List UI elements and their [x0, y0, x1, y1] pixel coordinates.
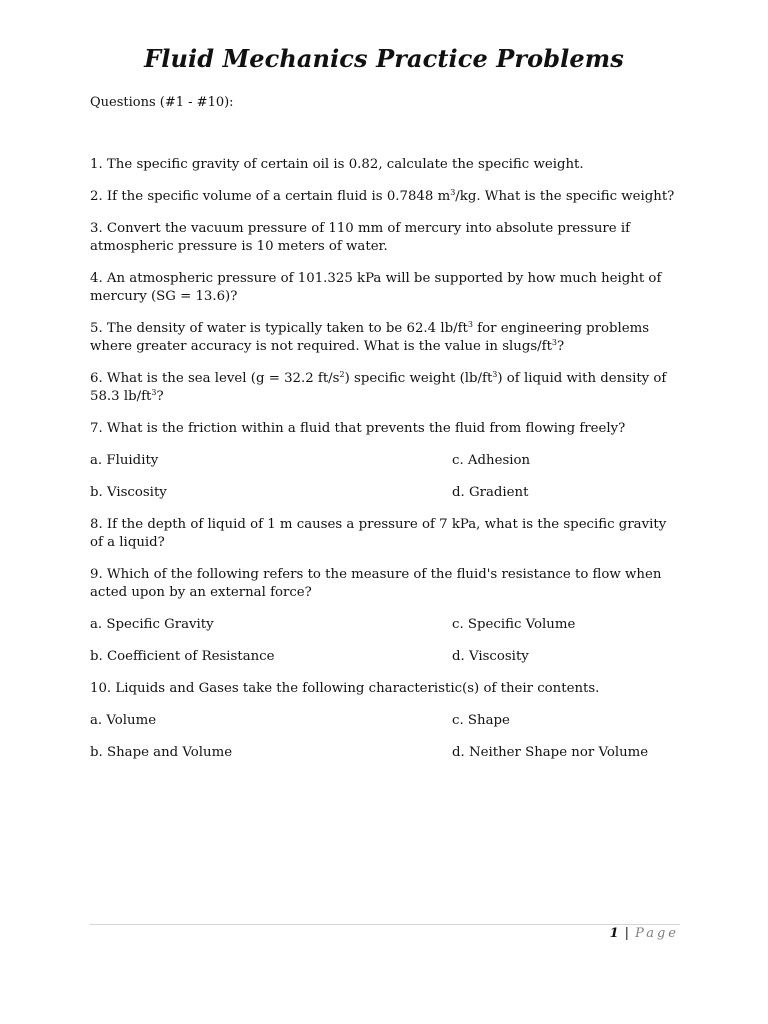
- question-7: 7. What is the friction within a fluid that prevents the fluid from flowing freely?: [90, 421, 626, 436]
- question-10: 10. Liquids and Gases take the following characteristic(s) of their contents.: [90, 681, 600, 696]
- question-list: [90, 156, 680, 776]
- footer-separator: |: [624, 926, 630, 941]
- question-4: 4. An atmospheric pressure of 101.325 kPa will be supported by how much height of mercury (SG = 13.6)?: [90, 271, 662, 304]
- answer-option: c. Shape: [452, 713, 510, 728]
- answer-option: d. Viscosity: [452, 649, 529, 664]
- answer-option: c. Adhesion: [452, 453, 531, 468]
- answer-option: d. Neither Shape nor Volume: [452, 745, 649, 760]
- question-6: [90, 370, 680, 406]
- question-10-options: [90, 712, 680, 762]
- answer-option: d. Gradient: [452, 485, 529, 500]
- question-8: 8. If the depth of liquid of 1 m causes a pressure of 7 kPa, what is the specific gravity of a liquid?: [90, 517, 667, 550]
- question-5-text-c: ?: [557, 339, 565, 354]
- answer-option: b. Shape and Volume: [90, 745, 233, 760]
- question-2: [90, 188, 680, 206]
- question-5-text-a: 5. The density of water is typically taken to be 62.4 lb/ft: [90, 321, 468, 336]
- question-5: [90, 320, 680, 356]
- answer-option: a. Specific Gravity: [90, 617, 214, 632]
- questions-heading: Questions (#1 - #10):: [90, 95, 234, 110]
- superscript: 3: [151, 388, 157, 397]
- answer-option: b. Coefficient of Resistance: [90, 649, 275, 664]
- question-6-text-d: ?: [156, 389, 164, 404]
- question-9-options: [90, 616, 680, 666]
- answer-option: a. Fluidity: [90, 453, 159, 468]
- answer-option: c. Specific Volume: [452, 617, 576, 632]
- document-title: Fluid Mechanics Practice Problems: [144, 44, 624, 73]
- footer-divider: [90, 924, 680, 925]
- page-label: Page: [635, 926, 679, 941]
- superscript: 3: [492, 370, 498, 379]
- question-7-options: [90, 452, 680, 502]
- superscript: 3: [450, 188, 456, 197]
- question-9: 9. Which of the following refers to the measure of the fluid's resistance to flow when acted upon by an external force?: [90, 567, 662, 600]
- page-number: 1: [609, 926, 619, 941]
- superscript: 2: [339, 370, 345, 379]
- page-footer: [610, 926, 679, 941]
- question-1: 1. The specific gravity of certain oil is 0.82, calculate the specific weight.: [90, 157, 584, 172]
- answer-option: a. Volume: [90, 713, 157, 728]
- answer-option: b. Viscosity: [90, 485, 167, 500]
- question-2-text-a: 2. If the specific volume of a certain fluid is 0.7848 m: [90, 189, 451, 204]
- question-6-text-c: ) of liquid with density of 58.3 lb/ft: [90, 371, 667, 404]
- question-6-text-b: ) specific weight (lb/ft: [344, 371, 493, 386]
- question-2-text-b: /kg. What is the specific weight?: [455, 189, 675, 204]
- superscript: 3: [551, 338, 558, 347]
- question-3: 3. Convert the vacuum pressure of 110 mm of mercury into absolute pressure if atmospheric pressure is 10 meters of water.: [90, 221, 631, 254]
- question-5-text-b: for engineering problems where greater accuracy is not required. What is the value in slugs/ft: [90, 321, 650, 354]
- superscript: 3: [467, 320, 473, 329]
- question-6-text-a: 6. What is the sea level (g = 32.2 ft/s: [90, 371, 340, 386]
